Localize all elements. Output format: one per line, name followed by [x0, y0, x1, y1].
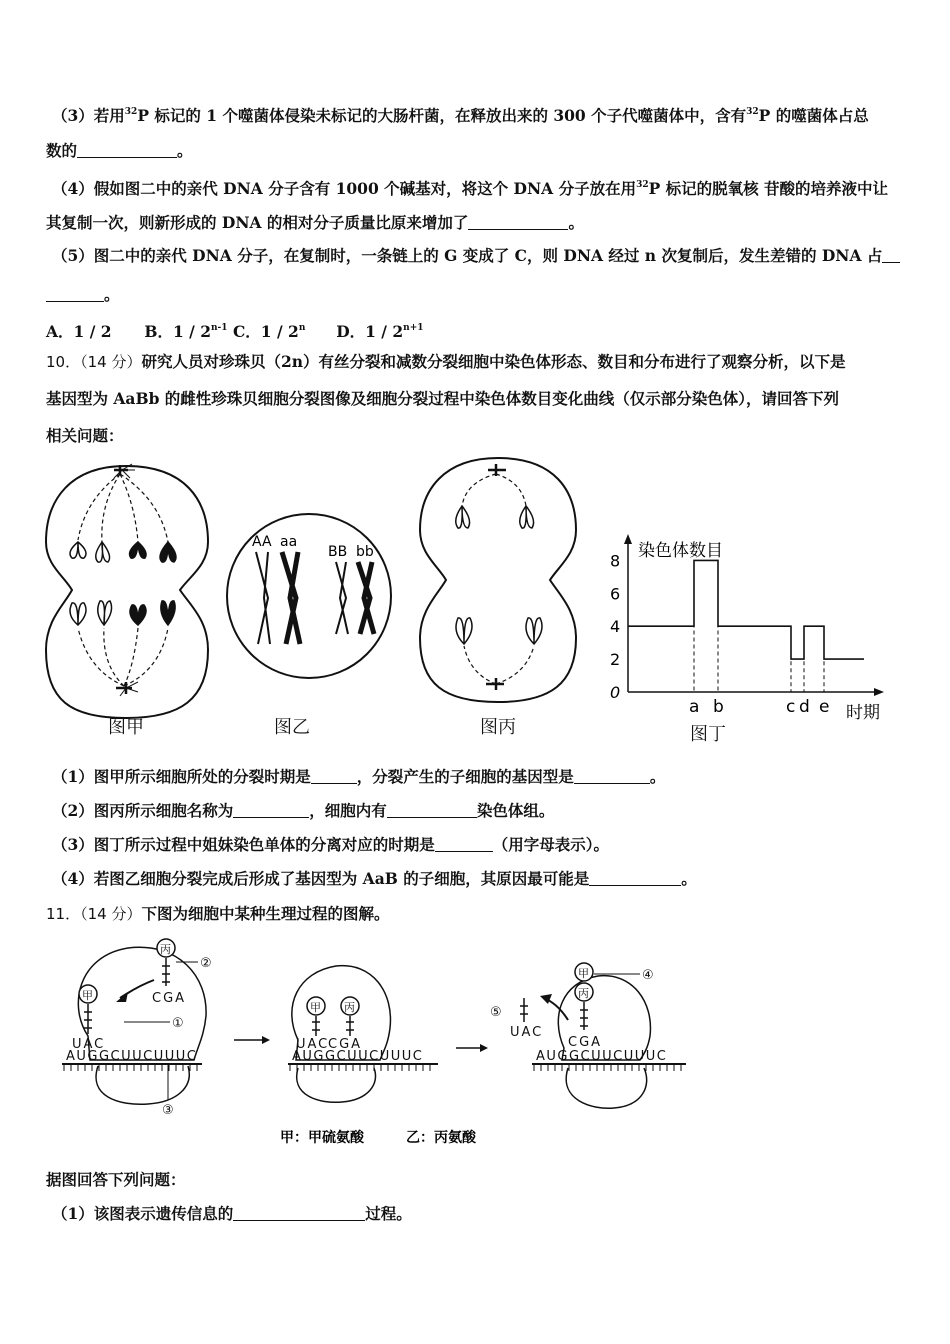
- amino-acid-jia: 甲: [578, 967, 589, 980]
- x-marker-label: e: [819, 697, 830, 717]
- option-d[interactable]: D．$1 / 2^{n+1}$: [336, 322, 424, 341]
- q9-part3-line2: 数的 。: [46, 141, 193, 160]
- y-tick-label: 4: [610, 617, 621, 637]
- allele-label: BB: [328, 544, 348, 560]
- figure-yi-caption: 图乙: [274, 717, 310, 738]
- answer-blank[interactable]: [311, 769, 357, 784]
- y-axis-label: 染色体数目: [638, 541, 723, 561]
- answer-blank[interactable]: [46, 287, 104, 302]
- figure-jia: [40, 460, 212, 740]
- translation-diagram: [58, 936, 698, 1148]
- anticodon-label: UAC: [296, 1037, 330, 1052]
- answer-blank[interactable]: [233, 803, 309, 818]
- answer-blank[interactable]: [589, 871, 681, 886]
- q10-sub4: （4）若图乙细胞分裂完成后形成了基因型为 AaB 的子细胞，其原因最可能是 。: [52, 869, 697, 888]
- q11-prompt: 据图回答下列问题：: [46, 1170, 186, 1189]
- anticodon-label: UAC: [510, 1025, 544, 1040]
- x-marker-label: d: [799, 697, 810, 717]
- marker-5: ⑤: [490, 1005, 502, 1020]
- superscript: 32: [124, 107, 138, 117]
- x-marker-label: c: [786, 697, 796, 717]
- anticodon-label: CGA: [328, 1037, 363, 1052]
- marker-3: ③: [162, 1103, 174, 1118]
- superscript: 32: [746, 107, 759, 117]
- q10-line2: 基因型为 AaBb 的雌性珍珠贝细胞分裂图像及细胞分裂过程中染色体数目变化曲线（仅示部分染色体），请回答下列: [46, 389, 840, 408]
- figure-ding-chart: [598, 532, 898, 726]
- q9-part3-line1: （3）若用$^{32}$P 标记的 1 个噬菌体侵染未标记的大肠杆菌，在释放出来的 300 个子代噬菌体中，含有$^{32}$P 的噬菌体占总: [52, 106, 869, 125]
- marker-2: ②: [200, 956, 212, 971]
- option-c[interactable]: C．1 / 2$^n$: [232, 322, 306, 341]
- marker-4: ④: [642, 968, 654, 983]
- y-axis-arrow: [624, 534, 632, 544]
- mrna-sequence: AUGGCUUCUUUC: [66, 1049, 198, 1064]
- q11-sub1: （1）该图表示遗传信息的 过程。: [52, 1204, 412, 1223]
- answer-blank[interactable]: [77, 143, 177, 158]
- answer-blank[interactable]: [233, 1206, 365, 1221]
- marker-1: ①: [172, 1016, 184, 1031]
- anticodon-label: CGA: [568, 1035, 603, 1050]
- figure-jia-caption: 图甲: [108, 717, 144, 738]
- option-a[interactable]: A．1 / 2: [46, 322, 112, 341]
- amino-acid-jia: 甲: [82, 989, 93, 1002]
- anticodon-label: UAC: [72, 1037, 106, 1052]
- q10-heading: 10．（14 分）研究人员对珍珠贝（2n）有丝分裂和减数分裂细胞中染色体形态、数目和分布进行了观察分析，以下是: [46, 352, 846, 371]
- x-marker-label: b: [713, 697, 724, 717]
- q9-options: [46, 318, 424, 342]
- chromosome-count-line: [628, 560, 864, 659]
- answer-blank[interactable]: [435, 837, 493, 852]
- y-tick-label: 2: [610, 650, 621, 670]
- figure-bing: [414, 454, 582, 706]
- q10-sub1: （1）图甲所示细胞所处的分裂时期是 ，分裂产生的子细胞的基因型是 。: [52, 767, 666, 786]
- q9-part4-line1: （4）假如图二中的亲代 DNA 分子含有 1000 个碱基对，将这个 DNA 分子放在用$^{32}$P 标记的脱氧核 苷酸的培养液中让: [52, 179, 889, 198]
- amino-acid-bing: 丙: [160, 943, 171, 956]
- mrna-sequence: AUGGCUUCUUUC: [292, 1049, 424, 1064]
- amino-acid-bing: 丙: [578, 987, 589, 1000]
- diagram-legend: 甲：甲硫氨酸 乙：丙氨酸: [280, 1130, 476, 1146]
- superscript: 32: [636, 180, 649, 190]
- q11-heading: 11．（14 分）下图为细胞中某种生理过程的图解。: [46, 904, 390, 923]
- figure-ding-caption: 图丁: [690, 724, 726, 745]
- answer-blank[interactable]: [468, 215, 568, 230]
- amino-acid-bing: 丙: [344, 1001, 355, 1014]
- q9-part4-line2: 其复制一次，则新形成的 DNA 的相对分子质量比原来增加了 。: [46, 213, 584, 232]
- x-marker-label: a: [689, 697, 700, 717]
- figure-yi: [224, 510, 394, 682]
- q10-line3: 相关问题：: [46, 426, 124, 445]
- y-tick-label: 6: [610, 584, 621, 604]
- answer-blank[interactable]: [882, 248, 900, 263]
- q9-part5-line2: 。: [46, 285, 120, 305]
- q10-sub3: （3）图丁所示过程中姐妹染色单体的分离对应的时期是 （用字母表示）。: [52, 835, 610, 854]
- option-b[interactable]: B．1 / 2$^{n-1}$: [144, 322, 228, 341]
- x-axis-label: 时期: [846, 703, 880, 723]
- x-axis-arrow: [874, 688, 884, 696]
- anticodon-label: CGA: [152, 991, 187, 1006]
- allele-label: AA: [252, 534, 272, 550]
- mrna-sequence: AUGGCUUCUUUC: [536, 1049, 668, 1064]
- answer-blank[interactable]: [574, 769, 650, 784]
- y-tick-label: 8: [610, 551, 621, 571]
- amino-acid-jia: 甲: [310, 1001, 321, 1014]
- q9-part5-line1: （5）图二中的亲代 DNA 分子，在复制时，一条链上的 G 变成了 C，则 DNA 经过 n 次复制后，发生差错的 DNA 占: [52, 246, 900, 266]
- q10-sub2: （2）图丙所示细胞名称为 ，细胞内有 染色体组。: [52, 801, 555, 820]
- answer-blank[interactable]: [387, 803, 477, 818]
- y-tick-label: 0: [610, 683, 621, 702]
- allele-label: bb: [356, 544, 374, 560]
- figure-bing-caption: 图丙: [480, 717, 516, 738]
- allele-label: aa: [280, 534, 298, 550]
